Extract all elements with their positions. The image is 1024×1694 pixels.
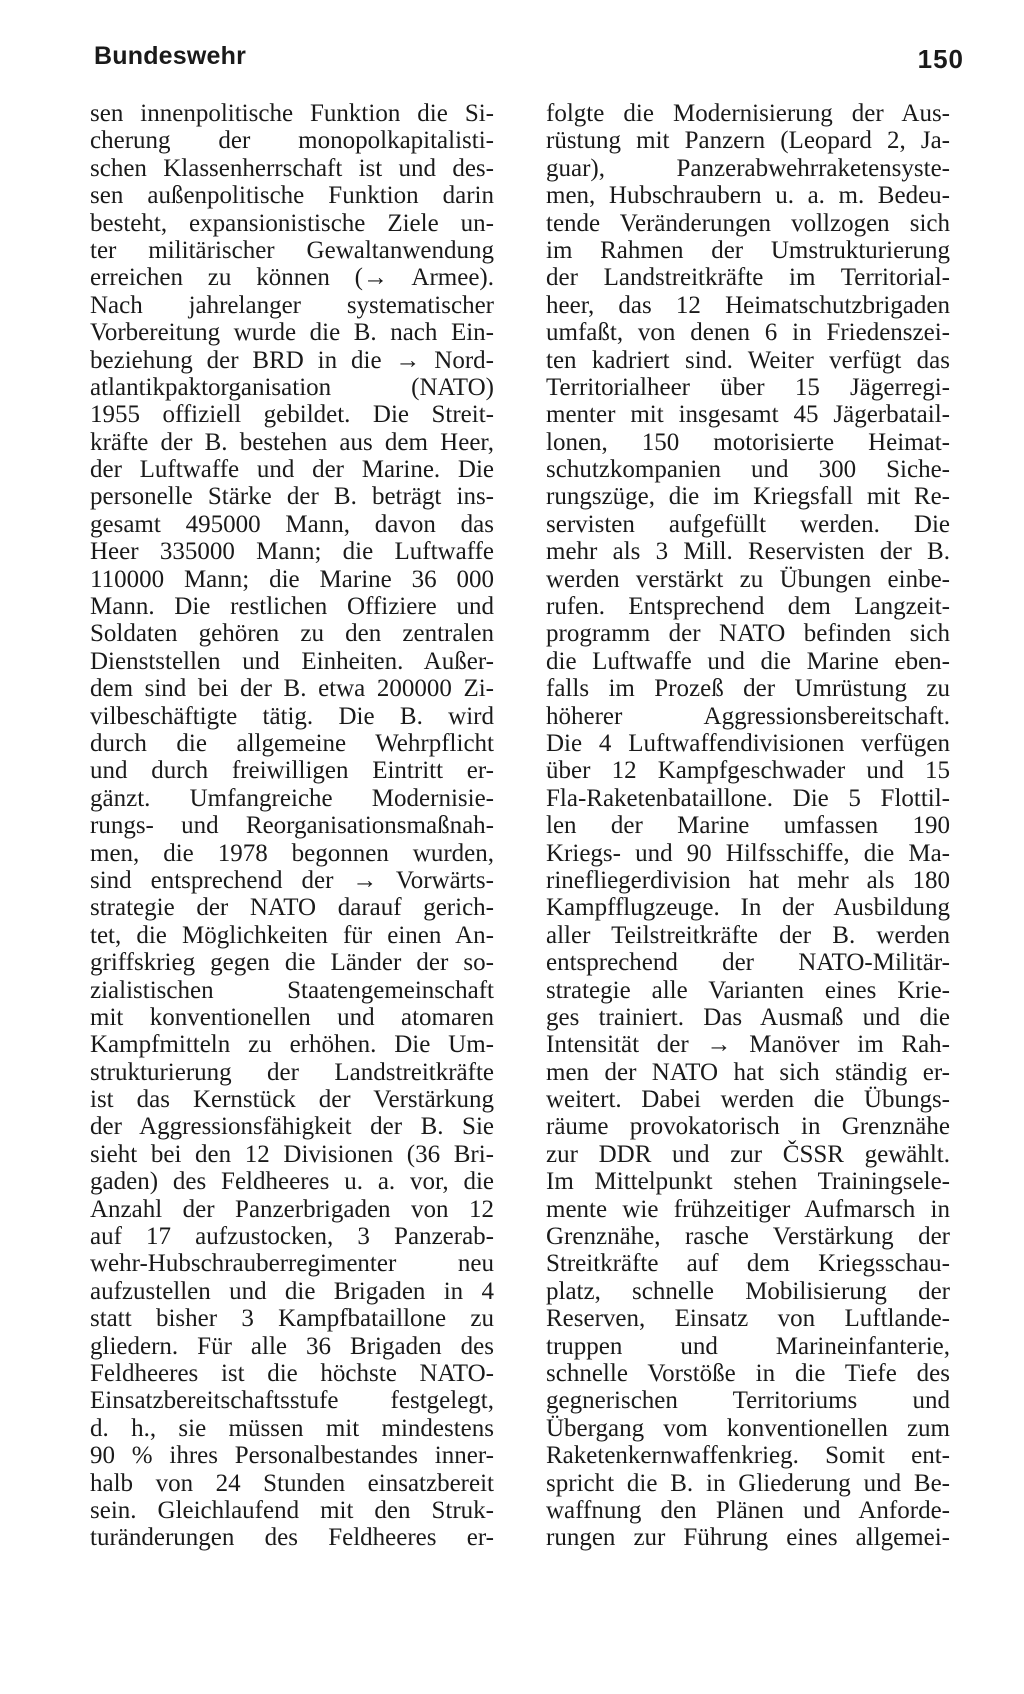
text-line: der Aggressionsfähigkeit der B. Sie (90, 1113, 494, 1141)
text-line: spricht die B. in Gliederung und Be- (546, 1469, 950, 1497)
text-line: len der Marine umfassen 190 (546, 812, 950, 840)
text-line: Einsatzbereitschaftsstufe festgelegt, (90, 1387, 494, 1415)
text-line: werden verstärkt zu Übungen einbe- (546, 565, 950, 593)
text-line: ter militärischer Gewaltanwendung (90, 236, 494, 264)
text-line: 1955 offiziell gebildet. Die Streit- (90, 401, 494, 429)
text-line: sind entsprechend der → Vorwärts- (90, 866, 494, 894)
text-line: strukturierung der Landstreitkräfte (90, 1058, 494, 1086)
text-line: dem sind bei der B. etwa 200000 Zi- (90, 675, 494, 703)
text-line: strategie alle Varianten eines Krie- (546, 976, 950, 1004)
text-line: beziehung der BRD in die → Nord- (90, 346, 494, 374)
text-line: umfaßt, von denen 6 in Friedenszei- (546, 319, 950, 347)
text-line: Übergang vom konventionellen zum (546, 1414, 950, 1442)
text-line: rufen. Entsprechend dem Langzeit- (546, 593, 950, 621)
text-line: men, Hubschraubern u. a. m. Bedeu- (546, 182, 950, 210)
text-line: truppen und Marineinfanterie, (546, 1332, 950, 1360)
text-line: gänzt. Umfangreiche Modernisie- (90, 784, 494, 812)
text-line: ist das Kernstück der Verstärkung (90, 1086, 494, 1114)
text-line: waffnung den Plänen und Anforde- (546, 1496, 950, 1524)
text-line: Anzahl der Panzerbrigaden von 12 (90, 1195, 494, 1223)
text-line: atlantikpaktorganisation (NATO) (90, 373, 494, 401)
text-line: sen innenpolitische Funktion die Si- (90, 100, 494, 127)
left-text-column (90, 100, 494, 1552)
text-line: gesamt 495000 Mann, davon das (90, 510, 494, 538)
text-line: räume provokatorisch in Grenznähe (546, 1113, 950, 1141)
text-line: Feldheeres ist die höchste NATO- (90, 1359, 494, 1387)
text-line: rüstung mit Panzern (Leopard 2, Ja- (546, 127, 950, 155)
text-line: über 12 Kampfgeschwader und 15 (546, 757, 950, 785)
text-line: Vorbereitung wurde die B. nach Ein- (90, 319, 494, 347)
text-line: schutzkompanien und 300 Siche- (546, 456, 950, 484)
text-line: im Rahmen der Umstrukturierung (546, 236, 950, 264)
text-line: Reserven, Einsatz von Luftlande- (546, 1305, 950, 1333)
text-line: guar), Panzerabwehrraketensyste- (546, 154, 950, 182)
text-line: Im Mittelpunkt stehen Trainingsele- (546, 1168, 950, 1196)
text-line: Kriegs- und 90 Hilfsschiffe, die Ma- (546, 839, 950, 867)
text-line: mit konventionellen und atomaren (90, 1003, 494, 1031)
text-line: durch die allgemeine Wehrpflicht (90, 729, 494, 757)
text-line: Heer 335000 Mann; die Luftwaffe (90, 538, 494, 566)
text-line: men, die 1978 begonnen wurden, (90, 839, 494, 867)
text-line: rungen zur Führung eines allgemei- (546, 1524, 950, 1552)
text-line: Dienststellen und Einheiten. Außer- (90, 647, 494, 675)
text-line: entsprechend der NATO-Militär- (546, 949, 950, 977)
text-line: halb von 24 Stunden einsatzbereit (90, 1469, 494, 1497)
text-line: zialistischen Staatengemeinschaft (90, 976, 494, 1004)
text-line: rungs- und Reorganisationsmaßnah- (90, 812, 494, 840)
text-line: Fla-Raketenbataillone. Die 5 Flottil- (546, 784, 950, 812)
text-line: mente wie frühzeitiger Aufmarsch in (546, 1195, 950, 1223)
text-line: statt bisher 3 Kampfbataillone zu (90, 1305, 494, 1333)
text-line: 110000 Mann; die Marine 36 000 (90, 565, 494, 593)
text-line: der Landstreitkräfte im Territorial- (546, 264, 950, 292)
text-line: Kampfflugzeuge. In der Ausbildung (546, 894, 950, 922)
text-line: ges trainiert. Das Ausmaß und die (546, 1003, 950, 1031)
text-line: tet, die Möglichkeiten für einen An- (90, 921, 494, 949)
text-line: heer, das 12 Heimatschutzbrigaden (546, 291, 950, 319)
text-line: d. h., sie müssen mit mindestens (90, 1414, 494, 1442)
text-line: cherung der monopolkapitalisti- (90, 127, 494, 155)
page-number: 150 (917, 44, 964, 74)
text-line: mehr als 3 Mill. Reservisten der B. (546, 538, 950, 566)
text-line: lonen, 150 motorisierte Heimat- (546, 428, 950, 456)
text-line: und durch freiwilligen Eintritt er- (90, 757, 494, 785)
text-line: aller Teilstreitkräfte der B. werden (546, 921, 950, 949)
text-line: der Luftwaffe und der Marine. Die (90, 456, 494, 484)
text-line: zur DDR und zur ČSSR gewählt. (546, 1140, 950, 1168)
text-line: erreichen zu können (→ Armee). (90, 264, 494, 292)
text-line: Intensität der → Manöver im Rah- (546, 1031, 950, 1059)
text-line: auf 17 aufzustocken, 3 Panzerab- (90, 1223, 494, 1251)
text-line: rungszüge, die im Kriegsfall mit Re- (546, 483, 950, 511)
text-line: rinefliegerdivision hat mehr als 180 (546, 866, 950, 894)
text-line: schnelle Vorstöße in die Tiefe des (546, 1359, 950, 1387)
text-line: 90 % ihres Personalbestandes inner- (90, 1442, 494, 1470)
text-line: sein. Gleichlaufend mit den Struk- (90, 1496, 494, 1524)
text-line: weitert. Dabei werden die Übungs- (546, 1086, 950, 1114)
text-line: besteht, expansionistische Ziele un- (90, 209, 494, 237)
text-line: menter mit insgesamt 45 Jägerbatail- (546, 401, 950, 429)
text-line: Nach jahrelanger systematischer (90, 291, 494, 319)
text-line: wehr-Hubschrauberregimenter neu (90, 1250, 494, 1278)
text-line: strategie der NATO darauf gerich- (90, 894, 494, 922)
text-line: gliedern. Für alle 36 Brigaden des (90, 1332, 494, 1360)
text-line: personelle Stärke der B. beträgt ins- (90, 483, 494, 511)
text-line: programm der NATO befinden sich (546, 620, 950, 648)
running-head-word: Bundeswehr (94, 42, 247, 70)
text-line: gegnerischen Territoriums und (546, 1387, 950, 1415)
text-line: griffskrieg gegen die Länder der so- (90, 949, 494, 977)
text-line: Die 4 Luftwaffendivisionen verfügen (546, 729, 950, 757)
text-line: vilbeschäftigte tätig. Die B. wird (90, 702, 494, 730)
text-line: tende Veränderungen vollzogen sich (546, 209, 950, 237)
text-line: men der NATO hat sich ständig er- (546, 1058, 950, 1086)
text-line: Soldaten gehören zu den zentralen (90, 620, 494, 648)
text-line: servisten aufgefüllt werden. Die (546, 510, 950, 538)
text-line: falls im Prozeß der Umrüstung zu (546, 675, 950, 703)
text-line: die Luftwaffe und die Marine eben- (546, 647, 950, 675)
text-line: schen Klassenherrschaft ist und des- (90, 154, 494, 182)
text-line: aufzustellen und die Brigaden in 4 (90, 1277, 494, 1305)
text-line: gaden) des Feldheeres u. a. vor, die (90, 1168, 494, 1196)
text-line: Territorialheer über 15 Jägerregi- (546, 373, 950, 401)
text-line: platz, schnelle Mobilisierung der (546, 1277, 950, 1305)
text-line: kräfte der B. bestehen aus dem Heer, (90, 428, 494, 456)
text-line: ten kadriert sind. Weiter verfügt das (546, 346, 950, 374)
text-line: höherer Aggressionsbereitschaft. (546, 702, 950, 730)
text-line: folgte die Modernisierung der Aus- (546, 100, 950, 127)
text-line: Mann. Die restlichen Offiziere und (90, 593, 494, 621)
text-line: turänderungen des Feldheeres er- (90, 1524, 494, 1552)
text-line: Raketenkernwaffenkrieg. Somit ent- (546, 1442, 950, 1470)
text-line: Kampfmitteln zu erhöhen. Die Um- (90, 1031, 494, 1059)
text-line: sen außenpolitische Funktion darin (90, 182, 494, 210)
right-text-column (546, 100, 950, 1552)
text-line: Streitkräfte auf dem Kriegsschau- (546, 1250, 950, 1278)
text-line: sieht bei den 12 Divisionen (36 Bri- (90, 1140, 494, 1168)
text-line: Grenznähe, rasche Verstärkung der (546, 1223, 950, 1251)
